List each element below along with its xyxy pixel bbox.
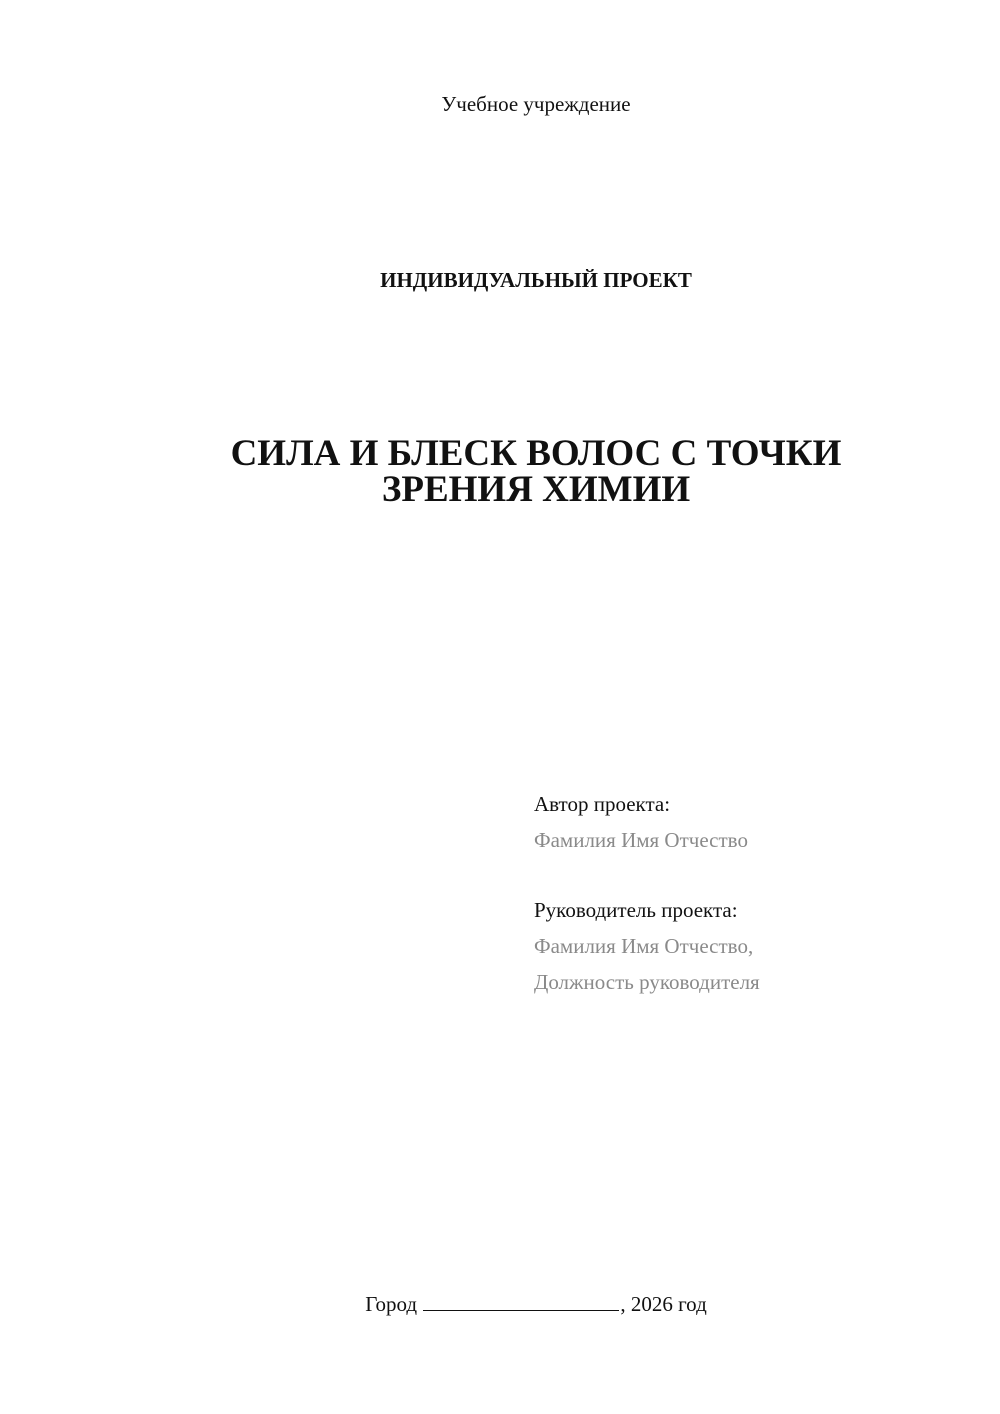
author-label: Автор проекта: bbox=[534, 792, 671, 816]
city-blank-line bbox=[423, 1290, 619, 1311]
supervisor-position: Должность руководителя bbox=[534, 970, 760, 994]
project-title-line-2: ЗРЕНИЯ ХИМИИ bbox=[381, 469, 691, 510]
project-title bbox=[0, 433, 1000, 510]
supervisor-block bbox=[534, 892, 760, 1000]
institution-name: Учебное учреждение bbox=[441, 92, 631, 116]
footer-city-year bbox=[0, 1290, 1000, 1317]
author-block bbox=[534, 786, 748, 858]
city-label: Город bbox=[365, 1292, 418, 1316]
author-name: Фамилия Имя Отчество bbox=[534, 828, 748, 852]
supervisor-name: Фамилия Имя Отчество, bbox=[534, 934, 754, 958]
supervisor-label: Руководитель проекта: bbox=[534, 898, 738, 922]
project-title-line-1: СИЛА И БЛЕСК ВОЛОС С ТОЧКИ bbox=[230, 433, 842, 474]
year-text: , 2026 год bbox=[620, 1292, 707, 1316]
document-type: ИНДИВИДУАЛЬНЫЙ ПРОЕКТ bbox=[380, 268, 692, 292]
